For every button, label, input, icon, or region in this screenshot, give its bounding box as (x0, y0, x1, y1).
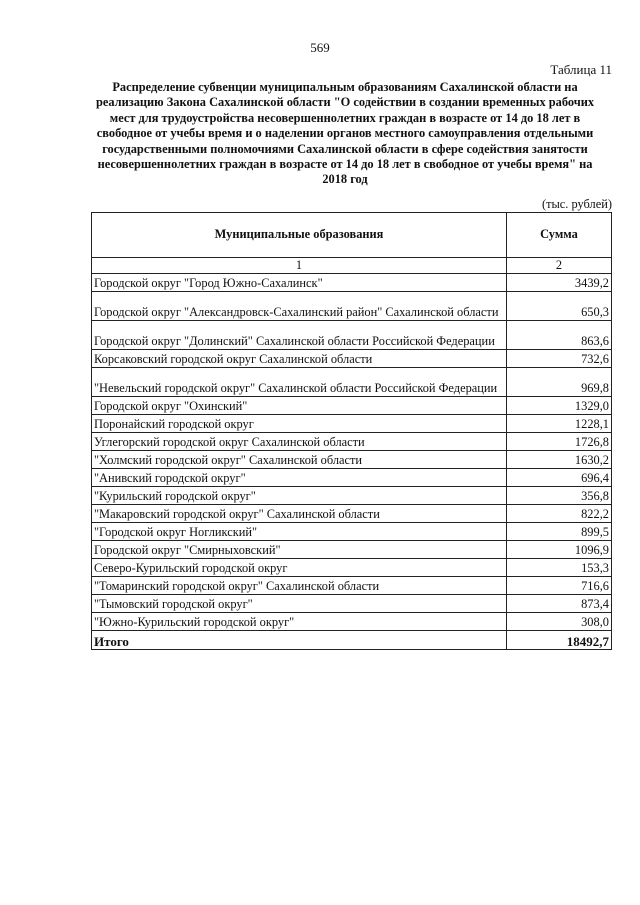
title-line: мест для трудоустройства несовершеннолетних граждан в возрасте от 14 до 18 лет в (109, 110, 581, 125)
table-body (92, 273, 612, 649)
title-line: государственными полномочиями Сахалинской области в сфере содействия занятости (102, 141, 588, 156)
municipality-name: Городской округ "Александровск-Сахалинский район" Сахалинской области (92, 291, 507, 320)
title-line: 2018 год (322, 172, 368, 187)
municipality-sum: 696,4 (507, 468, 612, 486)
table-row (92, 414, 612, 432)
page-number: 569 (310, 40, 330, 55)
table-row (92, 558, 612, 576)
title-line: Распределение субвенции муниципальным образованиям Сахалинской области на (112, 80, 578, 94)
table-row (92, 576, 612, 594)
municipality-sum: 732,6 (507, 349, 612, 367)
municipality-name: "Курильский городской округ" (92, 486, 507, 504)
table-row (92, 468, 612, 486)
total-row (92, 630, 612, 649)
municipality-name: "Тымовский городской округ" (92, 594, 507, 612)
municipality-name: "Макаровский городской округ" Сахалинской области (92, 504, 507, 522)
municipality-name: Северо-Курильский городской округ (92, 558, 507, 576)
municipality-name: Корсаковский городской округ Сахалинской области (92, 349, 507, 367)
document-title (80, 80, 610, 188)
municipality-sum: 822,2 (507, 504, 612, 522)
title-line: свободное от учебы время и о наделении органов местного самоуправления отдельными (96, 126, 594, 141)
table-row (92, 320, 612, 349)
table-row (92, 540, 612, 558)
municipality-sum: 650,3 (507, 291, 612, 320)
municipality-name: Городской округ "Долинский" Сахалинской области Российской Федерации (92, 320, 507, 349)
municipality-sum: 308,0 (507, 612, 612, 630)
municipality-sum: 1096,9 (507, 540, 612, 558)
municipality-sum: 3439,2 (507, 273, 612, 291)
municipality-name: "Невельский городской округ" Сахалинской области Российской Федерации (92, 367, 507, 396)
municipality-sum: 1630,2 (507, 450, 612, 468)
municipality-name: Городской округ "Охинский" (92, 396, 507, 414)
table-row (92, 504, 612, 522)
municipality-name: "Анивский городской округ" (92, 468, 507, 486)
municipality-name: "Холмский городской округ" Сахалинской области (92, 450, 507, 468)
municipality-sum: 899,5 (507, 522, 612, 540)
table-label: Таблица 11 (550, 62, 612, 77)
municipality-sum: 153,3 (507, 558, 612, 576)
total-label: Итого (92, 630, 507, 649)
municipality-sum: 873,4 (507, 594, 612, 612)
table-row (92, 396, 612, 414)
municipality-sum: 1726,8 (507, 432, 612, 450)
table-row (92, 450, 612, 468)
header-sum: Сумма (507, 213, 612, 258)
table-row (92, 522, 612, 540)
municipality-sum: 1228,1 (507, 414, 612, 432)
table-row (92, 367, 612, 396)
title-line: несовершеннолетних граждан в возрасте от 14 до 18 лет в свободное от учебы время" на (97, 157, 593, 172)
municipality-sum: 716,6 (507, 576, 612, 594)
municipality-name: "Южно-Курильский городской округ" (92, 612, 507, 630)
total-sum: 18492,7 (507, 630, 612, 649)
table-row (92, 273, 612, 291)
table-row (92, 594, 612, 612)
municipality-name: Углегорский городской округ Сахалинской области (92, 432, 507, 450)
municipality-name: Поронайский городской округ (92, 414, 507, 432)
table-row (92, 432, 612, 450)
table-row (92, 291, 612, 320)
header-municipality: Муниципальные образования (92, 213, 507, 258)
municipality-name: Городской округ "Город Южно-Сахалинск" (92, 273, 507, 291)
table-row (92, 612, 612, 630)
municipality-sum: 1329,0 (507, 396, 612, 414)
municipality-sum: 863,6 (507, 320, 612, 349)
municipality-sum: 356,8 (507, 486, 612, 504)
title-line: реализацию Закона Сахалинской области "О содействии в создании временных рабочих (95, 95, 595, 110)
column-number-2: 2 (507, 258, 612, 274)
column-number-1: 1 (92, 258, 507, 274)
table-row (92, 486, 612, 504)
table-header-row (92, 213, 612, 258)
units-label: (тыс. рублей) (541, 197, 612, 211)
allocation-table (91, 212, 612, 650)
column-number-row (92, 258, 612, 274)
municipality-name: "Городской округ Ногликский" (92, 522, 507, 540)
municipality-sum: 969,8 (507, 367, 612, 396)
municipality-name: Городской округ "Смирныховский" (92, 540, 507, 558)
table-row (92, 349, 612, 367)
municipality-name: "Томаринский городской округ" Сахалинской области (92, 576, 507, 594)
